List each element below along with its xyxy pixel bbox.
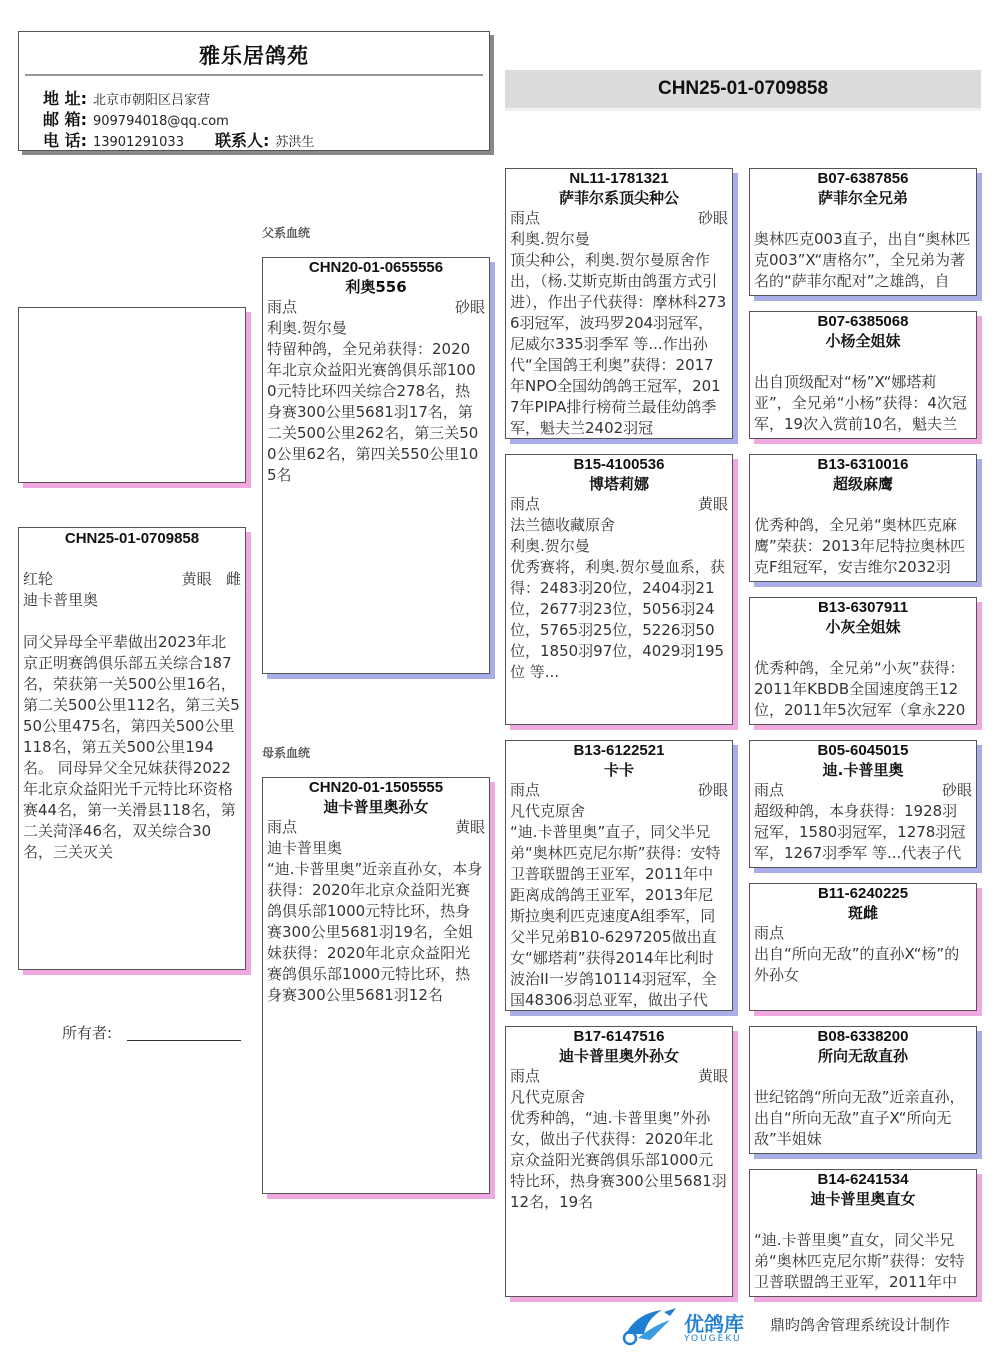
grandparent-notes: “迪.卡普里奥”直子，同父半兄弟“奥林匹克尼尔斯”获得：安特卫普联盟鸽王亚军，2011年中距离成鸽鸽王亚军，2013年尼斯拉奥利匹克速度A组季军，同父半兄弟B10-6297205做出直女“娜塔莉”获得2014年比利时波治II一岁鸽10114羽冠军，全国48306羽总亚军，做出子代 [510, 823, 721, 1009]
ggp-notes: 优秀种鸽，全兄弟“奥林匹克麻鹰”荣获：2013年尼特拉奥林匹克F组冠军，安吉维尔2032羽 [754, 516, 965, 576]
pigeon-photo-placeholder [18, 307, 246, 483]
ggp-notes: 出自顶级配对“杨”X“娜塔莉亚”，全兄弟“小杨”获得：4次冠军，19次入赏前10名，魁夫兰 [754, 373, 967, 433]
phone-value: 13901291033 [92, 135, 184, 150]
grandparent-loft: 凡代克原舍 [510, 802, 586, 820]
grandparent-notes: 优秀赛将，利奥.贺尔曼血系，获得：2483羽20位，2404羽21位，2677羽23位，5056羽24位，5765羽25位，5226羽50位，1850羽97位，4029羽195位 等... [510, 558, 725, 681]
header-divider [25, 74, 483, 76]
ggp-name: 小灰全姐妹 [825, 618, 901, 636]
ggp-ring: B07-6387856 [817, 170, 909, 187]
ggp-name: 迪卡普里奥直女 [810, 1190, 916, 1208]
grandparent-strain: 利奥.贺尔曼 [510, 230, 590, 248]
subject-eye: 黄眼 [181, 570, 212, 588]
great-grandparent-card [749, 597, 977, 725]
grandparent-eye: 黄眼 [697, 1067, 728, 1085]
sire-card [262, 257, 490, 674]
subject-notes: 同父异母全平辈做出2023年北京正明赛鸽俱乐部五关综合187名，荣获第一关500公里16名，第二关500公里112名，第三关550公里475名，第四关500公里118名，第五关500公里194名。 同母异父全兄妹获得2022年北京众益阳光千元特比环资格赛44名，第一关滑县118名，第二关菏泽46名，双关综合30名，三关灭关 [23, 633, 240, 861]
ggp-ring: B08-6338200 [817, 1028, 909, 1045]
ggp-name: 所向无敌直孙 [817, 1047, 908, 1065]
loft-name: 雅乐居鸽苑 [199, 45, 309, 68]
subject-pigeon-card [18, 527, 246, 970]
ggp-notes: “迪.卡普里奥”直女，同父半兄弟“奥林匹克尼尔斯”获得：安特卫普联盟鸽王亚军，2011年中 [754, 1231, 965, 1291]
grandparent-color: 雨点 [510, 495, 541, 513]
ggp-name: 斑雌 [847, 904, 878, 922]
grandparent-ring: B17-6147516 [573, 1028, 665, 1045]
dam-ring: CHN20-01-1505555 [308, 779, 444, 796]
subject-sex: 雌 [225, 570, 241, 588]
ggp-ring: B14-6241534 [817, 1171, 909, 1188]
dam-strain: 迪卡普里奥 [267, 839, 343, 857]
contact-value: 苏洪生 [275, 135, 315, 150]
contact-label: 联系人: [214, 131, 270, 150]
grandparent-color: 雨点 [510, 209, 541, 227]
dam-color: 雨点 [267, 818, 298, 836]
great-grandparent-card [749, 311, 977, 439]
ggp-notes: 世纪铭鸽“所向无敌”近亲直孙，出自“所向无敌”直子X“所向无敌”半姐妹 [754, 1088, 965, 1148]
grandparent-loft: 凡代克原舍 [510, 1088, 586, 1106]
yougeku-logo [618, 1304, 758, 1348]
subject-ring: CHN25-01-0709858 [64, 530, 200, 547]
ggp-ring: B05-6045015 [817, 742, 909, 759]
ggp-ring: B13-6307911 [817, 599, 909, 616]
ggp-name: 萨菲尔全兄弟 [817, 189, 908, 207]
address-label: 地 址: [43, 89, 87, 108]
main-ring-number: CHN25-01-0709858 [505, 70, 981, 111]
phone-row [43, 128, 314, 151]
grandparent-eye: 黄眼 [697, 495, 728, 513]
grandparent-name: 迪卡普里奥外孙女 [558, 1047, 679, 1065]
sire-ring: CHN20-01-0655556 [308, 259, 444, 276]
logo-subtext: YOUGEKU [684, 1334, 742, 1344]
dam-card [262, 777, 490, 1194]
great-grandparent-card [749, 1169, 977, 1297]
subject-color: 红轮 [23, 570, 54, 588]
ggp-ring: B07-6385068 [817, 313, 909, 330]
grandparent-ring: B13-6122521 [573, 742, 665, 759]
sire-eye: 砂眼 [454, 298, 485, 316]
great-grandparent-card [749, 883, 977, 1011]
grandparent-notes: 优秀种鸽，“迪.卡普里奥”外孙女，做出子代获得：2020年北京众益阳光赛鸽俱乐部1000元特比环，热身赛300公里5681羽 12名，19名 [510, 1109, 727, 1211]
phone-label: 电 话: [43, 131, 87, 150]
grandparent-ring: NL11-1781321 [569, 170, 669, 187]
ggp-name: 小杨全姐妹 [825, 332, 901, 350]
wave-bird-icon [618, 1304, 680, 1348]
owner-label: 所有者: [62, 1024, 113, 1042]
ggp-eye: 砂眼 [941, 781, 972, 799]
subject-traits [19, 569, 245, 590]
sire-line-label: 父系血统 [262, 226, 311, 240]
sire-strain: 利奥.贺尔曼 [267, 319, 347, 337]
ggp-color: 雨点 [754, 924, 785, 942]
grandparent-eye: 砂眼 [697, 781, 728, 799]
ggp-notes: 优秀种鸽，全兄弟“小灰”获得：2011年KBDB全国速度鸽王12位，2011年5次冠军（拿永220 [754, 659, 966, 719]
ggp-notes: 出自“所向无敌”的直孙X“杨”的外孙女 [754, 945, 960, 984]
dam-notes: “迪.卡普里奥”近亲直孙女，本身获得：2020年北京众益阳光赛鸽俱乐部1000元特比环，热身赛300公里5681羽19名，全姐妹获得：2020年北京众益阳光赛鸽俱乐部1000元特比环，热身赛300公里5681羽12名 [267, 860, 483, 1004]
grandparent-card [505, 740, 733, 1011]
grandparent-eye: 砂眼 [697, 209, 728, 227]
grandparent-color: 雨点 [510, 1067, 541, 1085]
ggp-ring: B13-6310016 [817, 456, 909, 473]
great-grandparent-card [749, 454, 977, 582]
grandparent-name: 博塔莉娜 [588, 475, 649, 493]
ggp-ring: B11-6240225 [817, 885, 909, 902]
ggp-notes: 奥林匹克003直子，出自“奥林匹克003”X“唐格尔”，全兄弟为著名的“萨菲尔配对”之雄鸽，自 [754, 230, 971, 290]
ggp-color: 雨点 [754, 781, 785, 799]
owner-signature-line [127, 1040, 241, 1041]
grandparent-card [505, 1026, 733, 1297]
sire-notes: 特留种鸽，全兄弟获得：2020年北京众益阳光赛鸽俱乐部1000元特比环四关综合278名，热身赛300公里5681羽17名，第二关500公里262名，第三关500公里62名，第四关550公里105名 [267, 340, 479, 484]
loft-header-card [18, 31, 490, 151]
ggp-name: 超级麻鹰 [832, 475, 893, 493]
email-value: 909794018@qq.com [92, 114, 229, 129]
grandparent-strain: 利奥.贺尔曼 [510, 537, 590, 555]
footer-credit: 鼎昀鸽舍管理系统设计制作 [770, 1316, 951, 1334]
logo-text: 优鸽库 [684, 1312, 744, 1336]
dam-line-label: 母系血统 [262, 746, 311, 760]
grandparent-name: 萨菲尔系顶尖种公 [558, 189, 679, 207]
address-value: 北京市朝阳区吕家营 [92, 93, 210, 108]
grandparent-color: 雨点 [510, 781, 541, 799]
ggp-notes: 超级种鸽，本身获得：1928羽冠军，1580羽冠军，1278羽冠军，1267羽季军 等...代表子代 [754, 802, 966, 862]
grandparent-card [505, 454, 733, 725]
dam-name: 迪卡普里奥孙女 [323, 798, 429, 816]
grandparent-ring: B15-4100536 [573, 456, 665, 473]
dam-eye: 黄眼 [454, 818, 485, 836]
address-row [43, 86, 210, 109]
grandparent-card [505, 168, 733, 439]
subject-strain: 迪卡普里奥 [23, 591, 99, 609]
email-row [43, 107, 229, 130]
sire-name: 利奥556 [345, 278, 407, 296]
sire-color: 雨点 [267, 298, 298, 316]
grandparent-name: 卡卡 [603, 761, 634, 779]
great-grandparent-card [749, 168, 977, 296]
grandparent-loft: 法兰德收藏原舍 [510, 516, 616, 534]
great-grandparent-card [749, 1026, 977, 1154]
great-grandparent-card [749, 740, 977, 868]
email-label: 邮 箱: [43, 110, 87, 129]
grandparent-notes: 顶尖种公，利奥.贺尔曼原舍作出，（杨.艾斯克斯由鸽蛋方式引进），作出子代获得：摩林科2736羽冠军，波玛罗204羽冠军，尼威尔335羽季军 等...作出孙代“全国鸽王利奥”获得：2017年NPO全国幼鸽鸽王冠军，2017年PIPA排行榜荷兰最佳幼鸽季军，魁夫兰2402羽冠 [510, 251, 727, 437]
ggp-name: 迪.卡普里奥 [822, 761, 904, 779]
